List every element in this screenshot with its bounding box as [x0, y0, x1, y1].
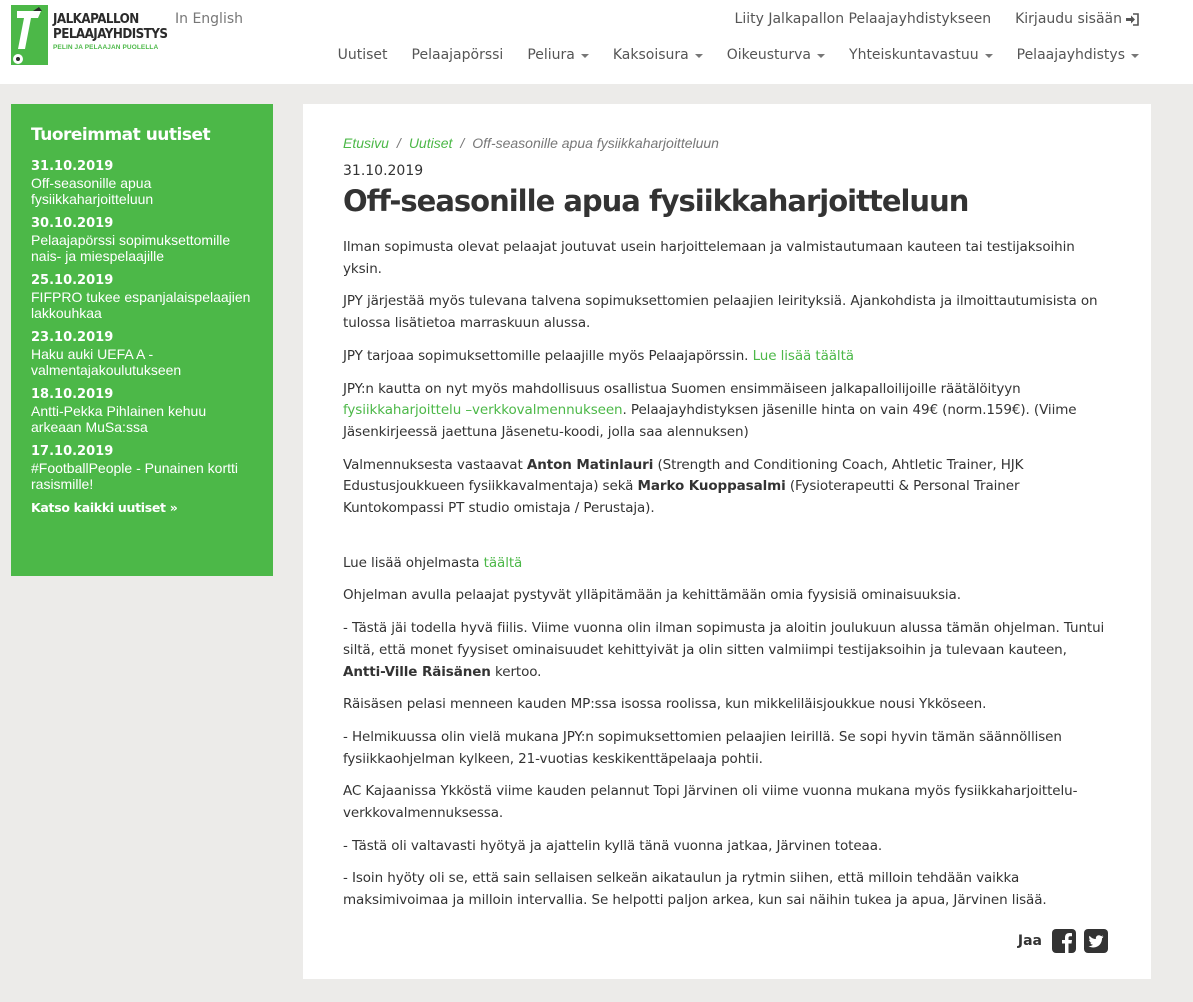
news-item[interactable] [31, 158, 253, 207]
news-date: 17.10.2019 [31, 444, 114, 459]
news-item[interactable] [31, 215, 253, 264]
logo-line1: JALKAPALLON [53, 12, 139, 27]
news-item[interactable] [31, 272, 253, 321]
news-item[interactable] [31, 443, 253, 492]
top-links [735, 11, 1139, 27]
logo-line2: PELAAJAYHDISTYS [53, 27, 168, 42]
nav-pelaajaporssi[interactable] [412, 47, 504, 63]
article-title: Off-seasonille apua fysiikkaharjoitteluun [343, 184, 969, 218]
join-link[interactable] [735, 11, 992, 27]
in-english-link[interactable]: In English [175, 11, 244, 27]
news-title: Pelaajapörssi sopimuksettomille nais- ja miespelaajille [31, 232, 231, 264]
paragraph-text: kertoo. [490, 663, 542, 680]
caret-down-icon [985, 54, 993, 58]
site-logo[interactable] [11, 5, 168, 67]
join-link-label: Liity Jalkapallon Pelaajayhdistykseen [734, 11, 992, 27]
share-bar [1018, 929, 1108, 953]
nav-label: Pelaajapörssi [411, 47, 504, 63]
player-name: Antti-Ville Räisänen [343, 663, 491, 680]
spacer [343, 531, 1111, 553]
main-nav [338, 47, 1139, 63]
paragraph-text: JPY tarjoaa sopimuksettomille pelaajille myös Pelaajapörssin. [343, 347, 753, 364]
coach-name: Anton Matinlauri [526, 456, 654, 473]
paragraph-text: Valmennuksesta vastaavat [343, 456, 527, 473]
nav-uutiset[interactable] [338, 47, 388, 63]
login-link[interactable] [1015, 11, 1139, 27]
caret-down-icon [581, 54, 589, 58]
nav-yhteiskuntavastuu[interactable] [849, 47, 993, 63]
breadcrumb-section[interactable]: Uutiset [408, 135, 453, 151]
site-header [0, 0, 1193, 84]
news-date: 31.10.2019 [31, 159, 114, 174]
news-title: #FootballPeople - Punainen kortti rasismille! [31, 460, 239, 492]
nav-pelaajayhdistys[interactable] [1017, 47, 1139, 63]
paragraph-text: (Fysioterapeutti & Personal Trainer Kuntokompassi PT studio omistaja / Perustaja). [343, 478, 1020, 517]
breadcrumb-separator: / [460, 135, 465, 151]
paragraph [343, 379, 1111, 444]
paragraph: AC Kajaanissa Ykköstä viime kauden pelannut Topi Järvinen oli viime vuonna mukana myös fysiikkaharjoittelu-verkkovalmennuksessa. [343, 783, 1078, 822]
nav-label: Oikeusturva [726, 47, 812, 63]
paragraph: - Helmikuussa olin vielä mukana JPY:n sopimuksettomien pelaajien leirillä. Se sopi hyvin tämän säännöllisen fysiikkaohjelman kylkeen, 21-vuotias keskikenttäpelaaja pohtii. [343, 728, 1062, 767]
news-title: FIFPRO tukee espanjalaispelaajien lakkouhkaa [31, 289, 251, 321]
paragraph [343, 618, 1111, 683]
news-title: Haku auki UEFA A -valmentajakoulutukseen [31, 346, 182, 378]
program-link[interactable]: täältä [483, 554, 523, 571]
news-item[interactable] [31, 386, 253, 435]
caret-down-icon [817, 54, 825, 58]
paragraph: Räisäsen pelasi menneen kauden MP:ssa isossa roolissa, kun mikkeliläisjoukkue nousi Ykköseen. [343, 696, 987, 713]
sidebar-title: Tuoreimmat uutiset [31, 125, 211, 145]
nav-kaksoisura[interactable] [613, 47, 703, 63]
paragraph: Ilman sopimusta olevat pelaajat joutuvat usein harjoittelemaan ja valmistautumaan kauteen tai testijaksoihin yksin. [343, 239, 1075, 277]
paragraph: - Tästä oli valtavasti hyötyä ja ajattelin kyllä tänä vuonna jatkaa, Järvinen toteaa. [343, 837, 883, 854]
player-logo-icon [11, 5, 48, 65]
nav-oikeusturva[interactable] [727, 47, 825, 63]
paragraph-text: - Tästä jäi todella hyvä fiilis. Viime vuonna olin ilman sopimusta ja aloitin joulukuun alussa tämän ohjelman. Tuntui siltä, että monet fyysiset ominaisuudet kehittyivät ja olin sitten valmiimpi testijaksoihin ja tulevaan kauteen, [343, 620, 1105, 658]
nav-label: Uutiset [337, 47, 388, 63]
sign-in-icon [1125, 13, 1139, 26]
paragraph-text: Lue lisää ohjelmasta [343, 554, 484, 571]
coach-name: Marko Kuoppasalmi [637, 478, 786, 495]
paragraph [343, 553, 1111, 575]
login-link-label: Kirjaudu sisään [1015, 11, 1122, 27]
online-coaching-link[interactable]: fysiikkaharjoittelu –verkkovalmennukseen [343, 402, 623, 419]
news-date: 23.10.2019 [31, 330, 114, 345]
breadcrumb-separator: / [396, 135, 401, 151]
paragraph [343, 455, 1111, 520]
nav-label: Kaksoisura [612, 47, 689, 63]
paragraph: JPY järjestää myös tulevana talvena sopimuksettomien pelaajien leirityksiä. Ajankohdista ja ilmoittautumisista on tulossa lisätietoa marraskuun alussa. [343, 293, 1098, 332]
article-date: 31.10.2019 [343, 163, 424, 179]
twitter-icon[interactable] [1084, 929, 1108, 953]
breadcrumb-current: Off-seasonille apua fysiikkaharjoitteluun [472, 135, 719, 151]
paragraph-text: (Strength and Conditioning Coach, Ahtletic Trainer, HJK Edustusjoukkueen fysiikkavalmentaja) sekä [343, 456, 1024, 495]
all-news-link[interactable]: Katso kaikki uutiset » [31, 500, 178, 515]
news-date: 18.10.2019 [31, 387, 114, 402]
breadcrumb-home[interactable]: Etusivu [343, 135, 389, 151]
read-more-link[interactable]: Lue lisää täältä [752, 347, 854, 364]
article-body [343, 237, 1111, 912]
nav-peliura[interactable] [527, 47, 589, 63]
paragraph-text: JPY:n kautta on nyt myös mahdollisuus osallistua Suomen ensimmäiseen jalkapalloilijoille räätälöityyn [343, 380, 1021, 397]
news-title: Antti-Pekka Pihlainen kehuu arkeaan MuSa:ssa [31, 403, 207, 435]
nav-label: Pelaajayhdistys [1016, 47, 1125, 63]
share-label: Jaa [1017, 933, 1042, 949]
news-item[interactable] [31, 329, 253, 378]
news-date: 25.10.2019 [31, 273, 114, 288]
paragraph-text: . Pelaajayhdistyksen jäsenille hinta on vain 49€ (norm.159€). (Viime Jäsenkirjeessä jaettuna Jäsenetu-koodi, jolla saa alennuksen) [343, 402, 1077, 440]
caret-down-icon [695, 54, 703, 58]
paragraph [343, 346, 1111, 368]
breadcrumb [343, 135, 1111, 151]
caret-down-icon [1131, 54, 1139, 58]
article [303, 104, 1151, 979]
nav-label: Yhteiskuntavastuu [849, 47, 979, 63]
logo-text [53, 12, 177, 51]
paragraph: Ohjelman avulla pelaajat pystyvät ylläpitämään ja kehittämään omia fyysisiä ominaisuuksia. [343, 587, 961, 604]
logo-tagline: PELIN JA PELAAJAN PUOLELLA [53, 44, 159, 51]
nav-label: Peliura [527, 47, 575, 63]
latest-news-sidebar [11, 104, 273, 576]
news-date: 30.10.2019 [31, 216, 114, 231]
news-title: Off-seasonille apua fysiikkaharjoitteluun [31, 175, 154, 207]
facebook-icon[interactable] [1052, 929, 1076, 953]
paragraph: - Isoin hyöty oli se, että sain sellaisen selkeän aikataulun ja rytmin siihen, että milloin tehdään vaikka maksimivoimaa ja milloin intervallia. Se helpotti paljon arkea, kun sai näihin tukea ja apua, Järvinen lisää. [343, 870, 1047, 909]
